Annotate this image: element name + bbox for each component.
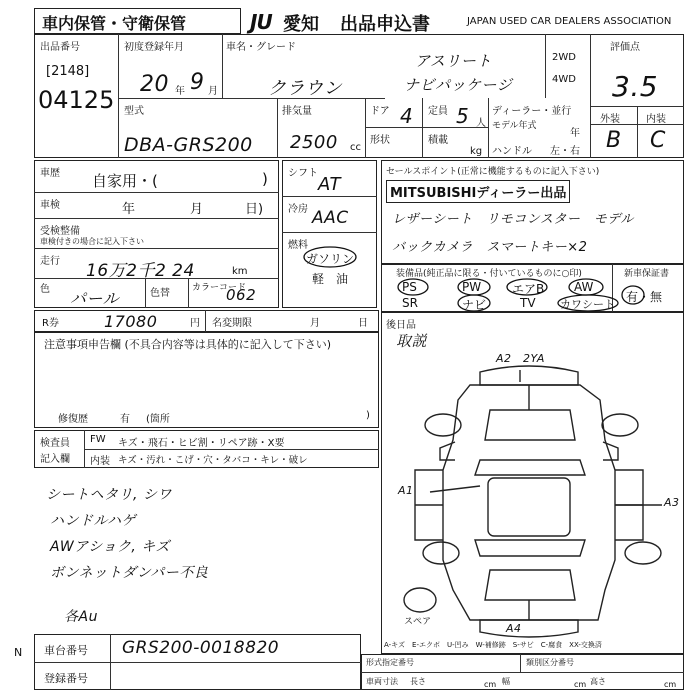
association-name: JAPAN USED CAR DEALERS ASSOCIATION — [467, 16, 672, 27]
damage-legend: A-キズ E-エクボ U-凹み W-補修跡 S-サビ C-腐食 XX-交換済 — [384, 641, 602, 649]
doors: 4 — [400, 104, 414, 128]
mitsubishi-stamp: MITSUBISHIディーラー出品 — [386, 180, 570, 203]
grade-score: 3.5 — [612, 70, 659, 103]
fuel-gas: ガソリン — [306, 252, 355, 266]
history-value: 自家用・( — [92, 172, 158, 190]
mark-right: A3 — [664, 496, 680, 509]
grade-interior: C — [650, 128, 666, 153]
rear-seat-value: 取説 — [396, 332, 428, 350]
dealer-label: ディーラー・並行 — [492, 106, 572, 117]
registration-month: 9 — [190, 70, 205, 95]
lot-bracket: [2148] — [46, 64, 90, 79]
grade-label: 評価点 — [610, 42, 640, 53]
grade-line1: アスリート — [415, 52, 492, 70]
shift-value: AT — [318, 174, 341, 195]
equip-ps: PS — [402, 280, 417, 294]
recycle-value: 17080 — [104, 312, 158, 331]
grade-line2: ナビパッケージ — [404, 76, 513, 94]
note-line-1: シートヘタリ, シワ — [46, 487, 172, 503]
equip-aw: AW — [574, 280, 594, 294]
note-line-2: ハンドルハゲ — [50, 513, 137, 529]
mark-bottom: A4 — [506, 622, 522, 635]
storage-label: 車内保管・守衛保管 — [42, 14, 187, 33]
org-name: 愛知 — [283, 14, 319, 35]
note-line-5: 各Au — [64, 609, 98, 625]
recycle-row — [34, 310, 379, 332]
car-name: クラウン — [268, 78, 342, 99]
sales-line1: レザーシート リモコンスター モデル — [392, 212, 634, 227]
note-line-4: ボンネットダンパー不良 — [50, 565, 209, 581]
equip-sr: SR — [402, 296, 418, 310]
equip-pw: PW — [462, 280, 482, 294]
equip-navi: ナビ — [462, 298, 487, 312]
registration-year: 20 — [140, 72, 169, 97]
capacity: 5 — [456, 104, 470, 128]
grade-exterior: B — [606, 128, 622, 153]
lot-label: 出品番号 — [40, 42, 80, 53]
equip-seat: カワシート — [560, 298, 615, 311]
color-code: 062 — [226, 286, 257, 304]
model-value: DBA-GRS200 — [124, 134, 253, 156]
ac-value: AAC — [312, 208, 349, 228]
registration-label: 初度登録年月 — [124, 42, 184, 53]
note-line-3: AWアショク, キズ — [50, 539, 170, 555]
sales-line2: バックカメラ スマートキー×2 — [392, 240, 588, 255]
mileage-value: 16万2千2 24 — [86, 261, 195, 281]
lot-number: 04125 — [38, 86, 115, 114]
ju-logo: JU — [250, 10, 272, 34]
model-label: 型式 — [124, 106, 144, 117]
equip-tv: TV — [520, 296, 536, 310]
car-name-label: 車名・グレード — [226, 42, 296, 53]
spare-label: スペア — [404, 617, 432, 627]
chassis-value: GRS200-0018820 — [122, 638, 280, 658]
warranty-value: 有・無 — [626, 290, 663, 304]
mark-left: A1 — [398, 484, 414, 497]
form-title: 出品申込書 — [340, 14, 430, 35]
mark-top: A2 2YA — [496, 352, 545, 365]
displacement: 2500 — [290, 132, 338, 153]
equip-airbag: エアB — [512, 282, 545, 296]
color-value: パール — [70, 289, 120, 308]
